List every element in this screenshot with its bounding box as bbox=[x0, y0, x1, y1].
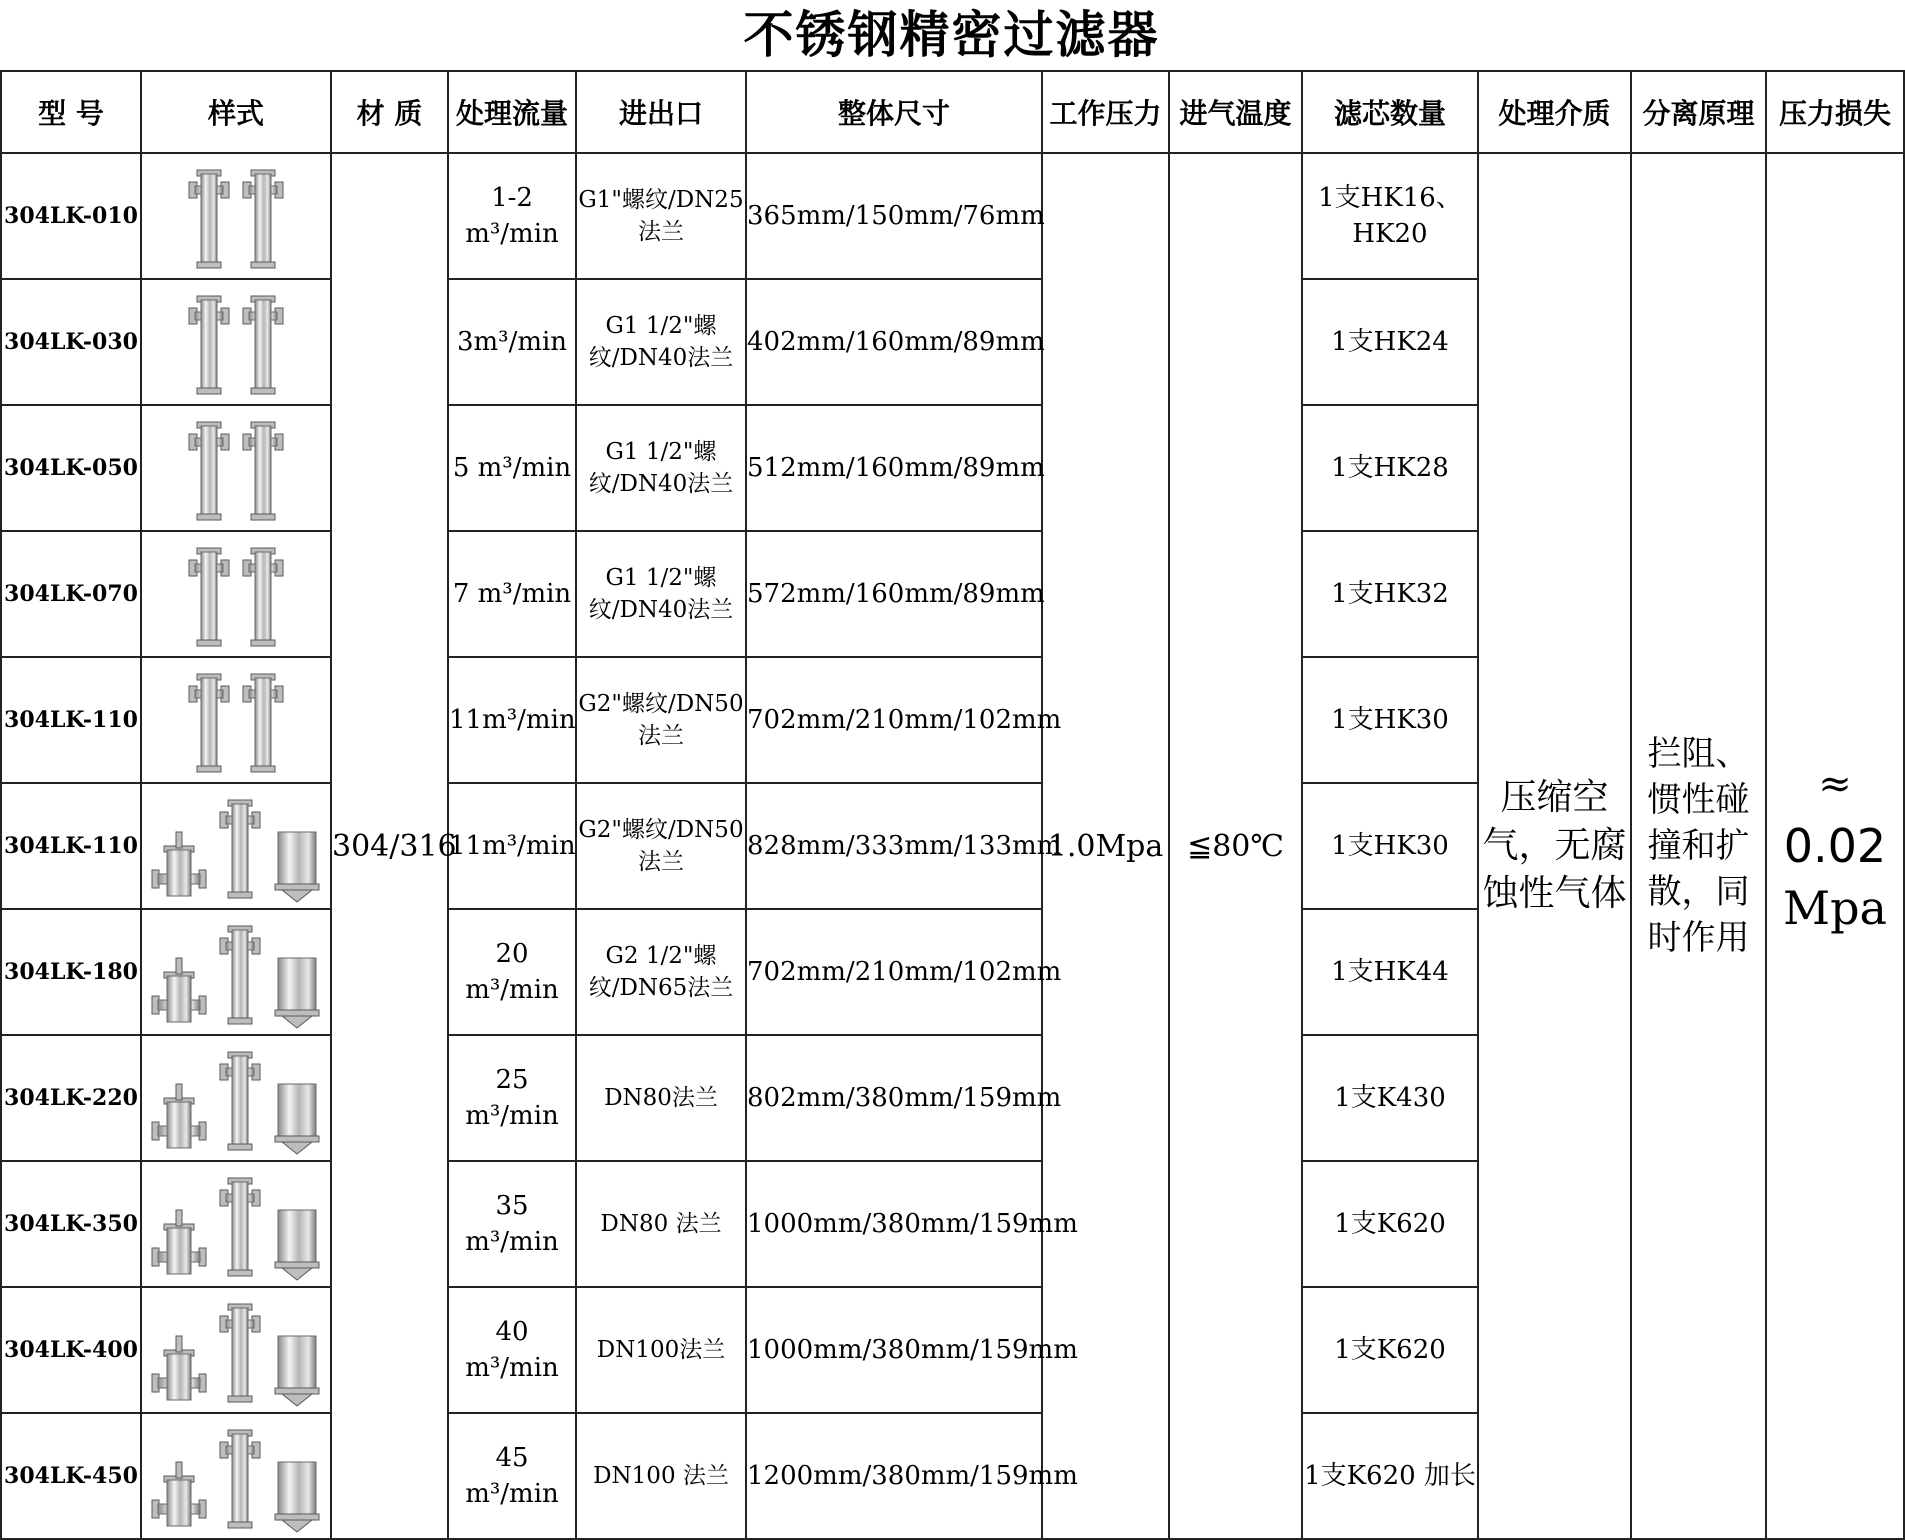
cell-flow: 45 m³/min bbox=[448, 1413, 576, 1539]
cell-port: DN100 法兰 bbox=[576, 1413, 746, 1539]
cell-cartridge: 1支HK16、HK20 bbox=[1302, 153, 1478, 279]
filter-housing-vertical-icon bbox=[241, 542, 285, 652]
filter-housing-large-icon bbox=[272, 1328, 322, 1408]
product-photos bbox=[142, 536, 330, 652]
header-row bbox=[1, 71, 1904, 153]
cell-size: 512mm/160mm/89mm bbox=[746, 405, 1042, 531]
filter-housing-vertical-icon bbox=[187, 668, 231, 778]
filter-housing-large-icon bbox=[272, 1202, 322, 1282]
cell-size: 802mm/380mm/159mm bbox=[746, 1035, 1042, 1161]
cell-port: DN80法兰 bbox=[576, 1035, 746, 1161]
cell-style bbox=[141, 153, 331, 279]
cell-size: 1200mm/380mm/159mm bbox=[746, 1413, 1042, 1539]
cell-model: 304LK-220 bbox=[1, 1035, 141, 1161]
cell-size: 365mm/150mm/76mm bbox=[746, 153, 1042, 279]
cell-style bbox=[141, 1035, 331, 1161]
cell-cartridge: 1支K620 加长 bbox=[1302, 1413, 1478, 1539]
filter-housing-vertical-icon bbox=[241, 416, 285, 526]
cell-port: DN100法兰 bbox=[576, 1287, 746, 1413]
header-model: 型 号 bbox=[1, 71, 141, 153]
header-temperature: 进气温度 bbox=[1169, 71, 1302, 153]
filter-housing-large-icon bbox=[272, 950, 322, 1030]
page-title: 不锈钢精密过滤器 bbox=[743, 6, 1160, 64]
cell-style bbox=[141, 405, 331, 531]
cell-flow: 7 m³/min bbox=[448, 531, 576, 657]
cell-port: G2 1/2"螺纹/DN65法兰 bbox=[576, 909, 746, 1035]
cell-size: 402mm/160mm/89mm bbox=[746, 279, 1042, 405]
header-pressure-loss: 压力损失 bbox=[1766, 71, 1904, 153]
cell-cartridge: 1支K620 bbox=[1302, 1287, 1478, 1413]
cell-port: G2"螺纹/DN50法兰 bbox=[576, 783, 746, 909]
cell-style bbox=[141, 1161, 331, 1287]
cell-model: 304LK-350 bbox=[1, 1161, 141, 1287]
cell-cartridge: 1支HK28 bbox=[1302, 405, 1478, 531]
filter-housing-vertical-icon bbox=[218, 920, 262, 1030]
filter-housing-vertical-icon bbox=[187, 416, 231, 526]
header-material: 材 质 bbox=[331, 71, 448, 153]
cell-port: G2"螺纹/DN50法兰 bbox=[576, 657, 746, 783]
cell-cartridge: 1支K430 bbox=[1302, 1035, 1478, 1161]
cell-flow: 11m³/min bbox=[448, 783, 576, 909]
cell-size: 702mm/210mm/102mm bbox=[746, 909, 1042, 1035]
pressure-loss-unit: Mpa bbox=[1783, 881, 1887, 935]
cell-model: 304LK-050 bbox=[1, 405, 141, 531]
cell-size: 1000mm/380mm/159mm bbox=[746, 1287, 1042, 1413]
product-photos bbox=[142, 662, 330, 778]
cell-port: G1 1/2"螺纹/DN40法兰 bbox=[576, 279, 746, 405]
cell-model: 304LK-180 bbox=[1, 909, 141, 1035]
header-size: 整体尺寸 bbox=[746, 71, 1042, 153]
cell-material: 304/316 bbox=[331, 153, 448, 1539]
filter-housing-vertical-icon bbox=[218, 1172, 262, 1282]
product-photos bbox=[142, 158, 330, 274]
cell-port: G1 1/2"螺纹/DN40法兰 bbox=[576, 531, 746, 657]
product-photos bbox=[142, 1292, 330, 1408]
header-medium: 处理介质 bbox=[1478, 71, 1631, 153]
product-photos bbox=[142, 788, 330, 904]
cell-style bbox=[141, 783, 331, 909]
table-row bbox=[1, 153, 1904, 279]
spec-table bbox=[0, 70, 1905, 1540]
cell-cartridge: 1支K620 bbox=[1302, 1161, 1478, 1287]
header-pressure: 工作压力 bbox=[1042, 71, 1169, 153]
product-photos bbox=[142, 1040, 330, 1156]
cell-size: 1000mm/380mm/159mm bbox=[746, 1161, 1042, 1287]
cell-flow: 25 m³/min bbox=[448, 1035, 576, 1161]
cell-style bbox=[141, 531, 331, 657]
filter-housing-vertical-icon bbox=[218, 794, 262, 904]
cell-inlet-temperature: ≦80℃ bbox=[1169, 153, 1302, 1539]
filter-housing-large-icon bbox=[272, 824, 322, 904]
cell-flow: 35 m³/min bbox=[448, 1161, 576, 1287]
cell-flow: 3m³/min bbox=[448, 279, 576, 405]
filter-housing-vertical-icon bbox=[241, 290, 285, 400]
cell-flow: 11m³/min bbox=[448, 657, 576, 783]
product-photos bbox=[142, 914, 330, 1030]
cell-size: 572mm/160mm/89mm bbox=[746, 531, 1042, 657]
product-photos bbox=[142, 1418, 330, 1534]
cell-style bbox=[141, 1287, 331, 1413]
cell-flow: 20 m³/min bbox=[448, 909, 576, 1035]
product-photos bbox=[142, 410, 330, 526]
filter-housing-vertical-icon bbox=[218, 1046, 262, 1156]
filter-housing-angled-icon bbox=[150, 1328, 208, 1408]
header-port: 进出口 bbox=[576, 71, 746, 153]
cell-model: 304LK-110 bbox=[1, 783, 141, 909]
filter-housing-angled-icon bbox=[150, 950, 208, 1030]
cell-model: 304LK-030 bbox=[1, 279, 141, 405]
cell-cartridge: 1支HK30 bbox=[1302, 657, 1478, 783]
cell-model: 304LK-400 bbox=[1, 1287, 141, 1413]
cell-model: 304LK-070 bbox=[1, 531, 141, 657]
cell-port: G1 1/2"螺纹/DN40法兰 bbox=[576, 405, 746, 531]
filter-housing-vertical-icon bbox=[218, 1424, 262, 1534]
cell-model: 304LK-450 bbox=[1, 1413, 141, 1539]
cell-pressure-loss bbox=[1766, 153, 1904, 1539]
approx-symbol: ≈ bbox=[1818, 761, 1852, 807]
cell-flow: 5 m³/min bbox=[448, 405, 576, 531]
cell-flow: 1-2 m³/min bbox=[448, 153, 576, 279]
cell-style bbox=[141, 657, 331, 783]
cell-style bbox=[141, 279, 331, 405]
cell-working-pressure: 1.0Mpa bbox=[1042, 153, 1169, 1539]
cell-port: DN80 法兰 bbox=[576, 1161, 746, 1287]
cell-flow: 40 m³/min bbox=[448, 1287, 576, 1413]
product-photos bbox=[142, 284, 330, 400]
cell-style bbox=[141, 1413, 331, 1539]
header-cartridge: 滤芯数量 bbox=[1302, 71, 1478, 153]
cell-cartridge: 1支HK30 bbox=[1302, 783, 1478, 909]
cell-style bbox=[141, 909, 331, 1035]
cell-cartridge: 1支HK24 bbox=[1302, 279, 1478, 405]
cell-model: 304LK-010 bbox=[1, 153, 141, 279]
cell-model: 304LK-110 bbox=[1, 657, 141, 783]
cell-size: 828mm/333mm/133mm bbox=[746, 783, 1042, 909]
filter-housing-large-icon bbox=[272, 1454, 322, 1534]
header-principle: 分离原理 bbox=[1631, 71, 1766, 153]
cell-principle: 拦阻、惯性碰撞和扩散，同时作用 bbox=[1631, 153, 1766, 1539]
cell-port: G1"螺纹/DN25法兰 bbox=[576, 153, 746, 279]
cell-medium: 压缩空气，无腐蚀性气体 bbox=[1478, 153, 1631, 1539]
cell-size: 702mm/210mm/102mm bbox=[746, 657, 1042, 783]
filter-housing-angled-icon bbox=[150, 1076, 208, 1156]
pressure-loss-value: 0.02 bbox=[1783, 819, 1887, 873]
filter-housing-angled-icon bbox=[150, 824, 208, 904]
filter-housing-vertical-icon bbox=[218, 1298, 262, 1408]
filter-housing-vertical-icon bbox=[187, 164, 231, 274]
filter-housing-angled-icon bbox=[150, 1454, 208, 1534]
product-photos bbox=[142, 1166, 330, 1282]
filter-housing-vertical-icon bbox=[241, 668, 285, 778]
filter-housing-vertical-icon bbox=[187, 290, 231, 400]
filter-housing-vertical-icon bbox=[187, 542, 231, 652]
cell-cartridge: 1支HK32 bbox=[1302, 531, 1478, 657]
header-flow: 处理流量 bbox=[448, 71, 576, 153]
cell-cartridge: 1支HK44 bbox=[1302, 909, 1478, 1035]
filter-housing-vertical-icon bbox=[241, 164, 285, 274]
filter-housing-angled-icon bbox=[150, 1202, 208, 1282]
header-style: 样式 bbox=[141, 71, 331, 153]
filter-housing-large-icon bbox=[272, 1076, 322, 1156]
